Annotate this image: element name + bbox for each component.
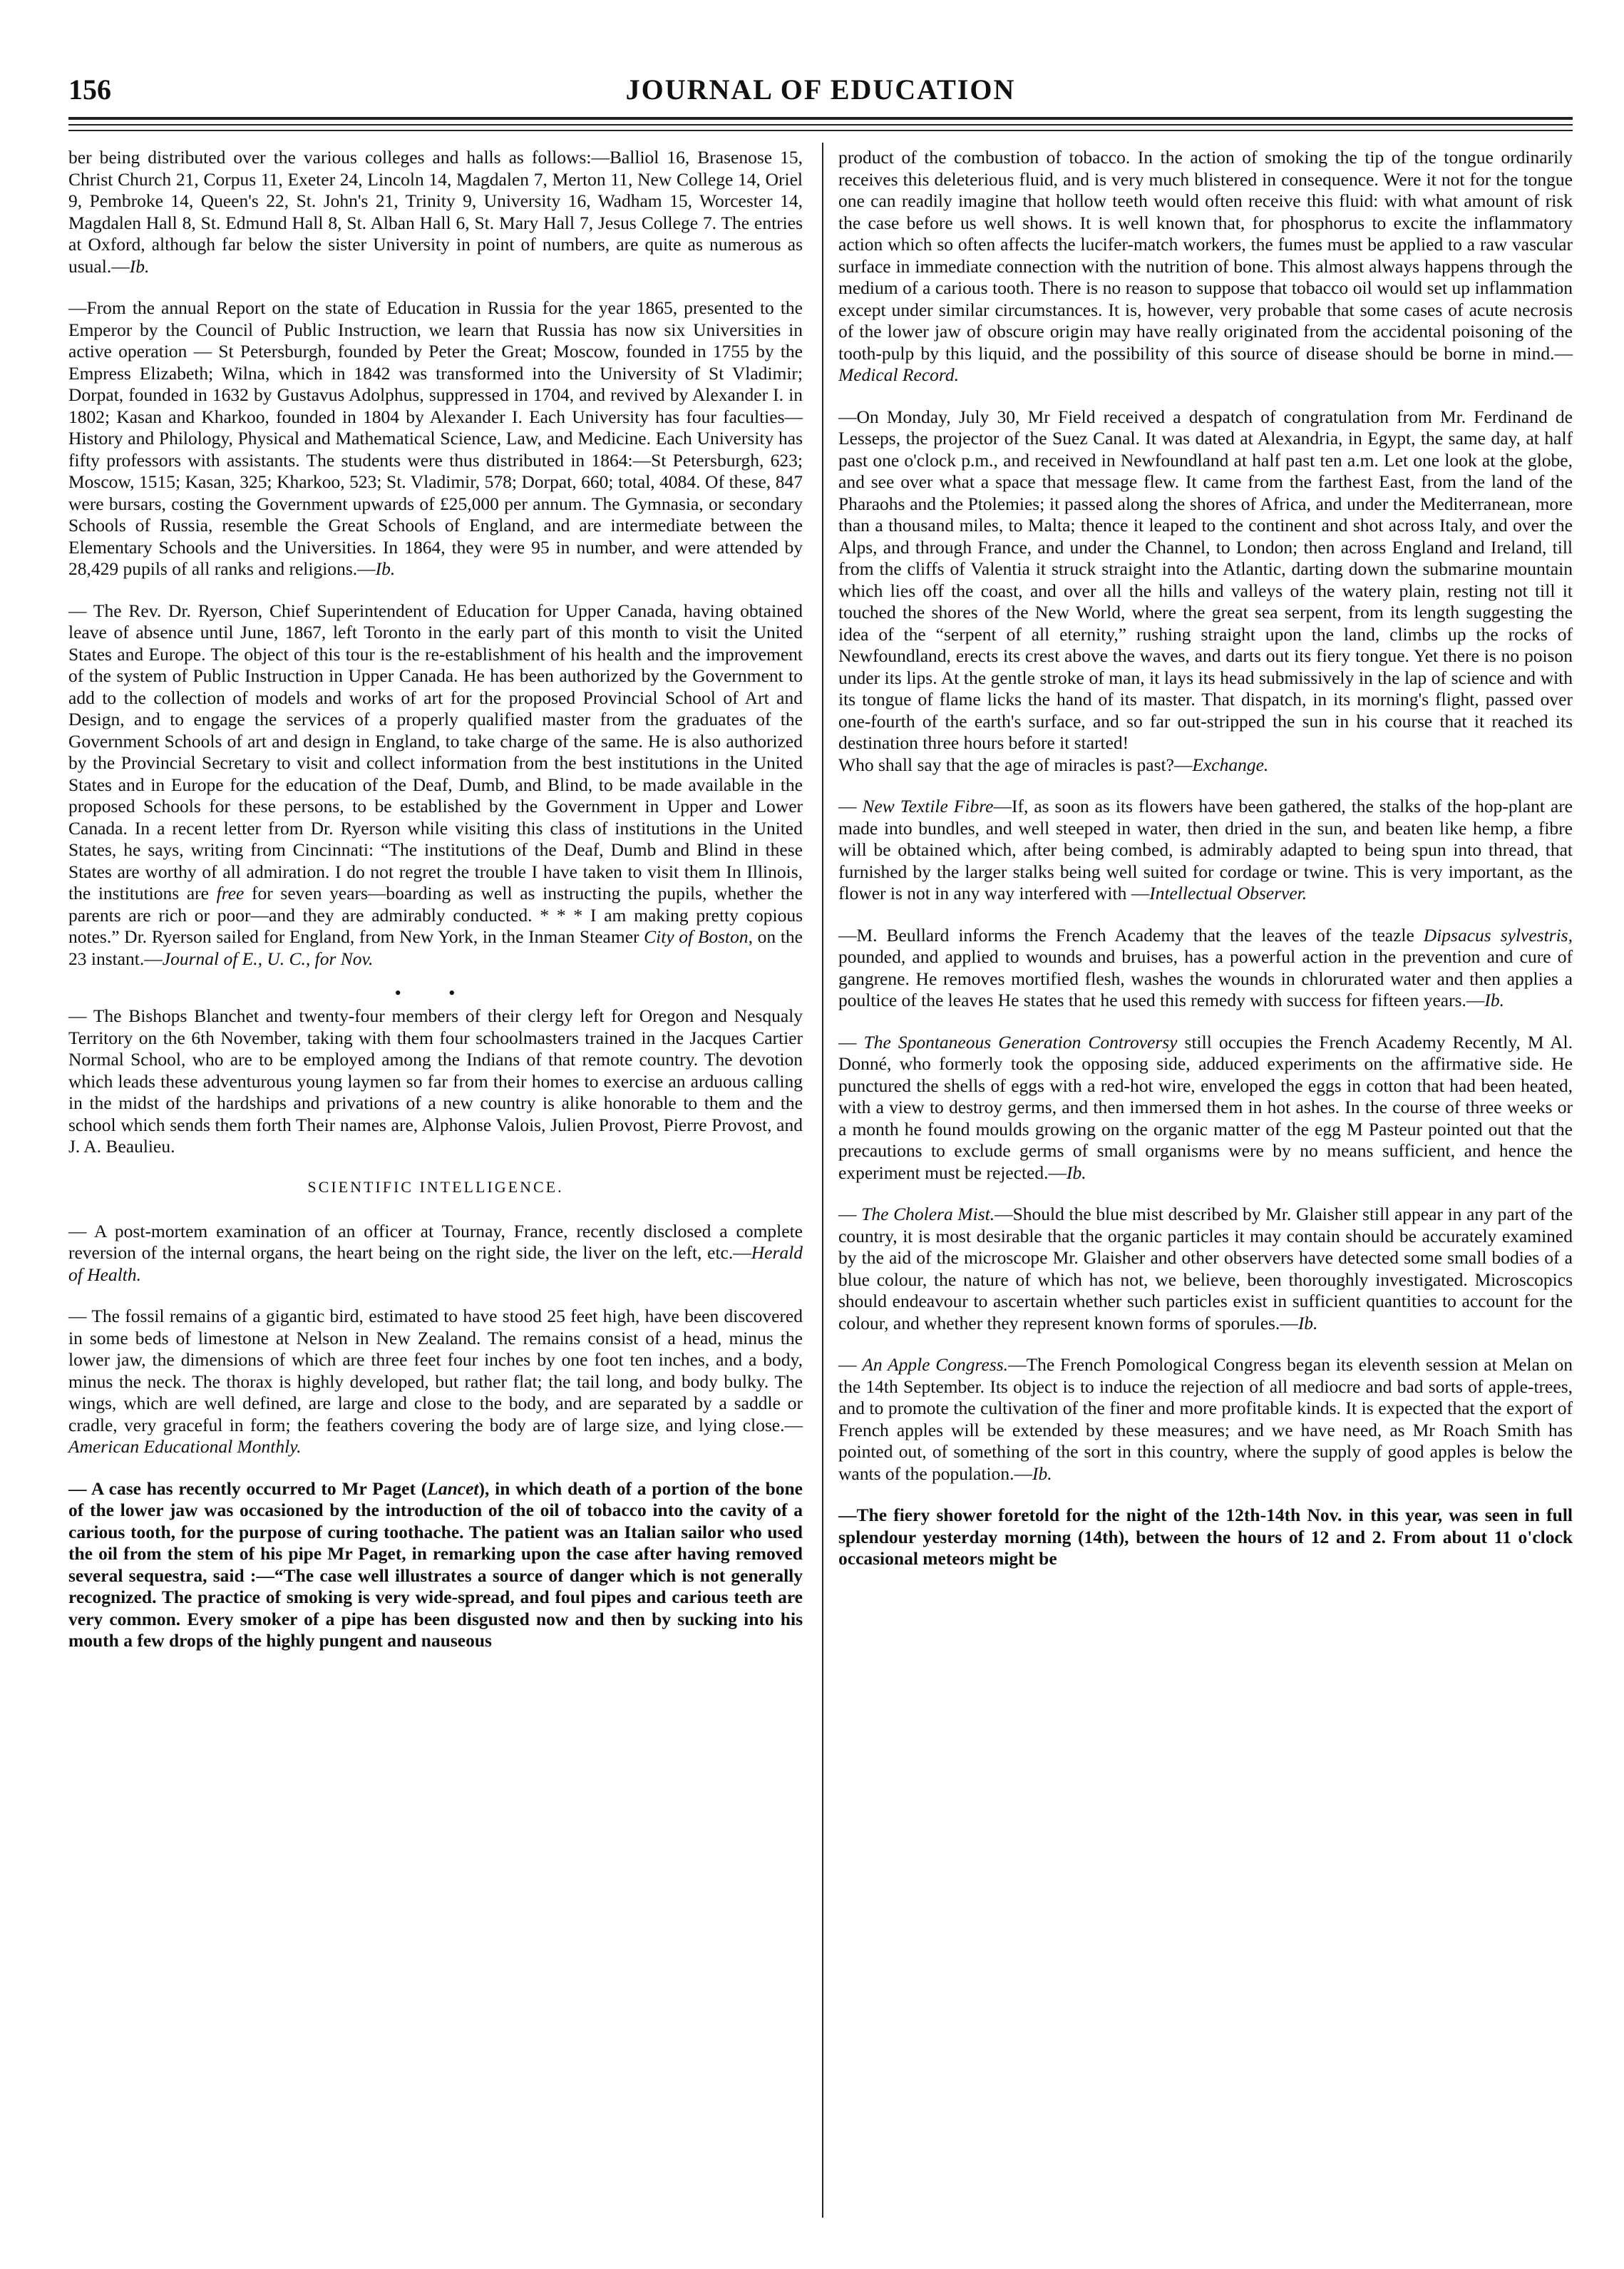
article-oxford-entries: ber being distributed over the various colleges and halls as follows:—Balliol 16, Brasenose 15, Christ Church 21, Corpus 11, Exeter 24, Lincoln 14, Magdalen 7, Merton 11, New College 14, Oriel 9, Pembroke 14, Queen's 22, St. John's 21, Trinity 9, University 16, Wadham 15, Worcester 14, Magdalen Hall 8, St. Edmund Hall 8, St. Alban Hall 6, St. Mary Hall 7, Jesus College 7. The entries at Oxford, although far below the sister University in point of numbers, are quite as numerous as usual.—Ib. <box>68 147 803 277</box>
article-new-textile-fibre: — New Textile Fibre—If, as soon as its flowers have been gathered, the stalks of the hop-plant are made into bundles, and well steeped in water, then dried in the sun, and beaten like hemp, a fibre will be obtained which, after being combed, is admirably adapted to being spun into thread, that furnished by the larger stalks being well suited for cordage or twine. This is very important, as the flower is not in any way interfered with —Intellectual Observer. <box>838 796 1573 903</box>
section-heading-scientific-intelligence: SCIENTIFIC INTELLIGENCE. <box>307 1177 564 1196</box>
article-spontaneous-generation: — The Spontaneous Generation Controversy still occupies the French Academy Recently, M Al. Donné, who formerly took the opposing side, adduced experiments on the affirmative side. He punctured the shells of eggs with a red-hot wire, enveloped the eggs in cotton that had been heated, with a view to destroy germs, and then immersed them in hot ashes. In the course of three weeks or a month he found moulds growing on the organic matter of the egg M Pasteur pointed out that the precautions to exclude germs of small organisms were by no means sufficient, and hence the experiment must be rejected.—Ib. <box>838 1031 1573 1183</box>
article-dr-ryerson: — The Rev. Dr. Ryerson, Chief Superintendent of Education for Upper Canada, having obtained leave of absence until June, 1867, left Toronto in the early part of this month to visit the United States and Europe. The object of this tour is the re-establishment of his health and the improvement of the system of Public Instruction in Upper Canada. He has been authorized by the Government to add to the collection of models and works of art for the proposed Provincial School of Art and Design, and to engage the services of a properly qualified master from the graduates of the Government Schools of art and design in England, to take charge of the same. He is also authorized by the Provincial Secretary to visit and collect information from the best institutions in the United States and in Europe for the education of the Deaf, Dumb, and Blind, to be made available in the proposed Schools for these persons, to be established by the Government in Upper and Lower Canada. In a recent letter from Dr. Ryerson while visiting this class of institutions in the United States, he says, writing from Cincinnati: “The institutions of the Deaf, Dumb and Blind in these States are worthy of all admiration. I do not regret the trouble I have taken to visit them In Illinois, the institutions are free for seven years—boarding as well as instructing the pupils, whether the parents are rich or poor—and they are admirably conducted. * * * I am making pretty copious notes.” Dr. Ryerson sailed for England, from New York, in the Inman Steamer City of Boston, on the 23 instant.—Journal of E., U. C., for Nov. <box>68 600 803 969</box>
header-rule-thick <box>68 117 1573 120</box>
header-rule-thin-2 <box>68 130 1573 131</box>
article-russia-education: —From the annual Report on the state of Education in Russia for the year 1865, presented to the Emperor by the Council of Public Instruction, we learn that Russia has now six Universities in active operation — St Petersburgh, founded by Peter the Great; Moscow, founded in 1755 by the Empress Elizabeth; Wilna, which in 1842 was transformed into the University of St Vladimir; Dorpat, founded in 1632 by Gustavus Adolphus, suppressed in 1704, and revived by Alexander I. in 1802; Kasan and Kharkoo, founded in 1804 by Alexander I. Each University has four faculties—History and Philology, Physical and Mathematical Science, Law, and Medicine. Each University has fifty professors with assistants. The students were thus distributed in 1864:—St Petersburgh, 623; Moscow, 1515; Kasan, 325; Kharkoo, 523; St. Vladimir, 578; Dorpat, 660; total, 4084. Of these, 847 were bursars, costing the Government upwards of £25,000 per annum. The Gymnasia, or secondary Schools of Russia, resemble the Great Schools of England, and are intermediate between the Elementary Schools and the Universities. In 1864, they were 95 in number, and were attended by 28,429 pupils of all ranks and religions.—Ib. <box>68 297 803 579</box>
article-bishops-blanchet: — The Bishops Blanchet and twenty-four members of their clergy left for Oregon and Nesqualy Territory on the 6th November, taking with them four schoolmasters trained in the Jacques Cartier Normal School, who are to be employed among the Indians of that remote country. The devotion which leads these adventurous young laymen so far from their homes to exercise an arduous calling in the midst of the hardships and privations of a new country is alike honorable to them and the school which sends them forth Their names are, Alphonse Valois, Julien Provost, Pierre Provost, and J. A. Beaulieu. <box>68 1005 803 1157</box>
article-fossil-bird: — The fossil remains of a gigantic bird, estimated to have stood 25 feet high, have been discovered in some beds of limestone at Nelson in New Zealand. The remains consist of a head, minus the lower jaw, the dimensions of which are three feet four inches by one foot ten inches, and a body, minus the neck. The thorax is highly developed, but rather flat; the tail long, and body bulky. The wings, which are well defined, are large and close to the body, and are separated by a saddle or cradle, very graceful in form; the feathers covering the body are of large size, and lying close.—American Educational Monthly. <box>68 1306 803 1457</box>
left-column <box>68 147 803 1672</box>
article-fiery-shower: —The fiery shower foretold for the night of the 12th-14th Nov. in this year, was seen in full splendour yesterday morning (14th), between the hours of 12 and 2. From about 11 o'clock occasional meteors might be <box>838 1505 1573 1569</box>
journal-title: JOURNAL OF EDUCATION <box>625 73 1016 106</box>
separator-dots: • • <box>394 983 477 1003</box>
column-divider <box>822 143 823 2218</box>
right-column <box>838 147 1573 1590</box>
article-apple-congress: — An Apple Congress.—The French Pomological Congress began its eleventh session at Melan on the 14th September. Its object is to induce the rejection of all mediocre and bad sorts of apple-trees, and to promote the cultivation of the finer and more profitable kinds. It is expected that the export of French apples will be extended by these measures; and we have need, as Mr Roach Smith has pointed out, of something of the sort in this country, where the supply of good apples is below the wants of the population.—Ib. <box>838 1354 1573 1484</box>
article-atlantic-telegraph: —On Monday, July 30, Mr Field received a despatch of congratulation from Mr. Ferdinand de Lesseps, the projector of the Suez Canal. It was dated at Alexandria, in Egypt, the same day, at half past one o'clock p.m., and received in Newfoundland at half past ten a.m. Let one look at the globe, and see over what a space that message flew. It came from the farthest East, from the land of the Pharaohs and the Ptolemies; it passed along the shores of Africa, and under the Mediterranean, more than a thousand miles, to Malta; thence it leaped to the continent and shot across Italy, and over the Alps, and through France, and under the Channel, to London; then across England and Ireland, till from the cliffs of Valentia it struck straight into the Atlantic, darting down the submarine mountain which lies off the coast, and over all the hills and valleys of the watery plain, resting not till it touched the shores of the New World, where the great sea serpent, from its length suggesting the idea of the “serpent of all eternity,” rushing straight upon the land, climbs up the rocks of Newfoundland, erects its crest above the waves, and darts out its fiery tongue. Yet there is no poison under its lips. At the gentle stroke of man, it lays its head submissively in the lap of science and with its tongue of flame licks the hand of its master. That dispatch, in its morning's flight, passed over one-fourth of the earth's surface, and so far out-stripped the sun in his course that it reached its destination three hours before it started! Who shall say that the age of miracles is past?—Exchange. <box>838 406 1573 775</box>
article-tobacco-oil: — A case has recently occurred to Mr Paget (Lancet), in which death of a portion of the bone of the lower jaw was occasioned by the introduction of the oil of tobacco into the cavity of a carious tooth, for the purpose of curing toothache. The patient was an Italian sailor who used the oil from the stem of his pipe Mr Paget, in remarking upon the case after having removed several sequestra, said :—“The case well illustrates a source of danger which is not generally recognized. The practice of smoking is very wide-spread, and foul pipes and carious teeth are very common. Every smoker of a pipe has been disgusted now and then by sucking into his mouth a few drops of the highly pungent and nauseous <box>68 1477 803 1651</box>
article-tobacco-oil-continued: product of the combustion of tobacco. In the action of smoking the tip of the tongue ordinarily receives this deleterious fluid, and is very much blistered in consequence. Were it not for the tongue one can readily imagine that hollow teeth would often receive this fluid: with what amount of risk the case before us well shows. It is well known that, for phosphorus to excite the inflammatory action which so often affects the lucifer-match workers, the fumes must be applied to a raw vascular surface in immediate connection with the nutrition of bone. This almost always happens through the medium of a carious tooth. There is no reason to suppose that tobacco oil would set up inflammation except under similar circumstances. It is, however, very probable that some cases of acute necrosis of the lower jaw of obscure origin may have really originated from the accidental poisoning of the tooth-pulp by this liquid, and the possibility of this source of disease should be borne in mind.—Medical Record. <box>838 147 1573 385</box>
header-rule-thin <box>68 124 1573 126</box>
page-number: 156 <box>68 73 111 106</box>
page-header <box>68 68 1573 113</box>
article-post-mortem: — A post-mortem examination of an officer at Tournay, France, recently disclosed a complete reversion of the internal organs, the heart being on the right side, the liver on the left, etc.—Herald of Health. <box>68 1220 803 1285</box>
article-teazle-leaves: —M. Beullard informs the French Academy that the leaves of the teazle Dipsacus sylvestris, pounded, and applied to wounds and bruises, has a powerful action in the prevention and cure of gangrene. He removes mortified flesh, washes the wounds in chlorurated water and then applies a poultice of the leaves He states that he used this remedy with success for fifteen years.—Ib. <box>838 924 1573 1010</box>
article-cholera-mist: — The Cholera Mist.—Should the blue mist described by Mr. Glaisher still appear in any part of the country, it is most desirable that the organic particles it may contain should be accurately examined by the aid of the microscope Mr. Glaisher and other observers have detected some small bodies of a blue colour, the nature of which has not, we believe, been thoroughly investigated. Microscopics should endeavour to ascertain whether such particles exist in sufficient quantities to account for the colour, and whether they represent known forms of sporules.—Ib. <box>838 1204 1573 1333</box>
